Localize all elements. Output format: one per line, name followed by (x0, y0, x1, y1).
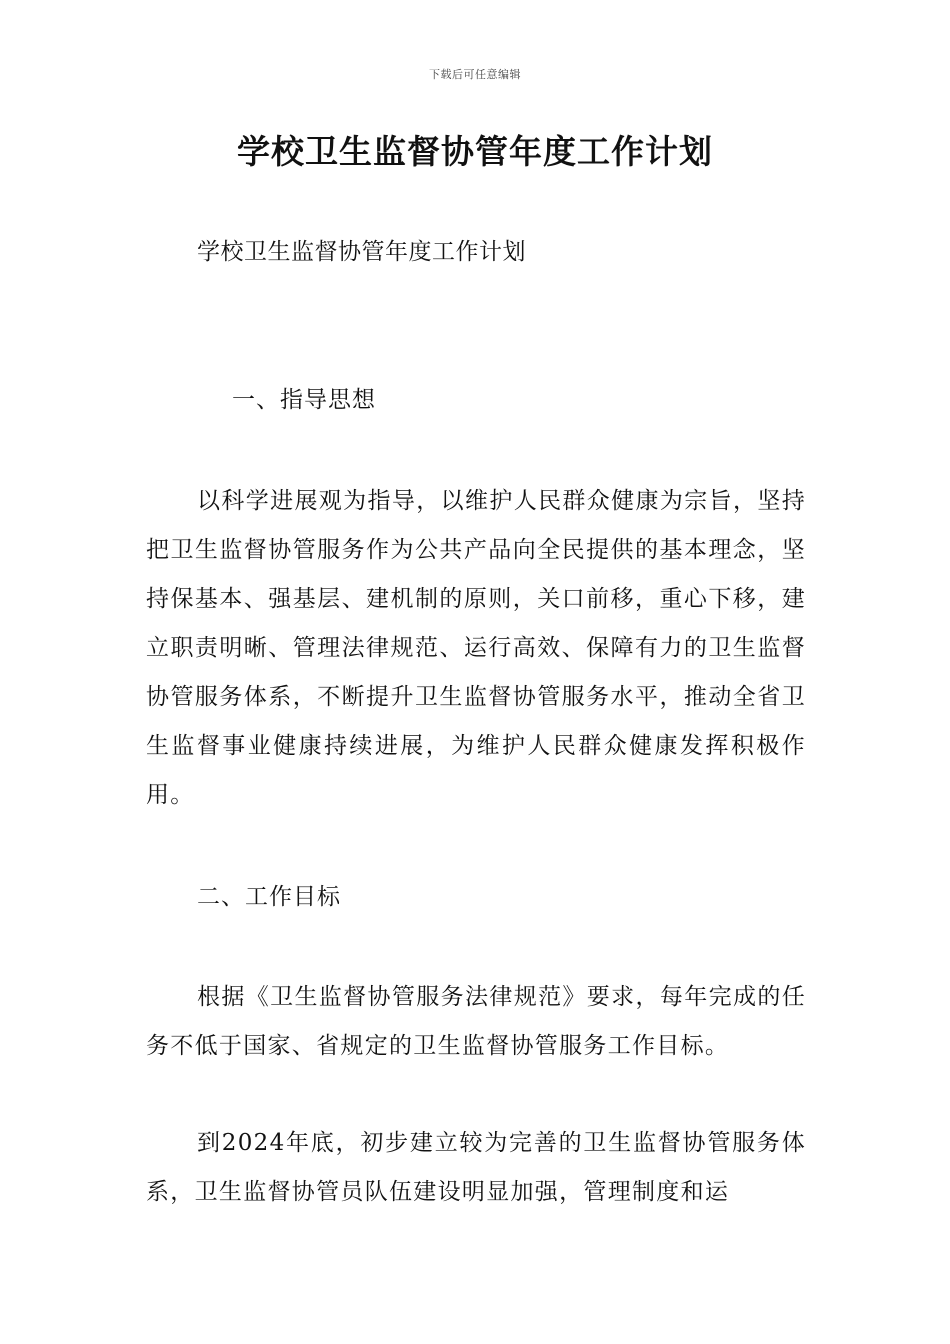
document-subtitle: 学校卫生监督协管年度工作计划 (197, 239, 526, 265)
paragraph-work-goals-requirement: 根据《卫生监督协管服务法律规范》要求，每年完成的任务不低于国家、省规定的卫生监督协管服务工作目标。 (146, 984, 806, 1059)
paragraph-work-goals-2024: 到2024年底，初步建立较为完善的卫生监督协管服务体系，卫生监督协管员队伍建设明显加强，管理制度和运 (146, 1130, 806, 1205)
paragraph-guiding-thought: 以科学进展观为指导，以维护人民群众健康为宗旨，坚持把卫生监督协管服务作为公共产品向全民提供的基本理念，坚持保基本、强基层、建机制的原则，关口前移，重心下移，建立职责明晰、管理法律规范、运行高效、保障有力的卫生监督协管服务体系，不断提升卫生监督协管服务水平，推动全省卫生监督事业健康持续进展，为维护人民群众健康发挥积极作用。 (146, 488, 806, 808)
header-note: 下载后可任意编辑 (429, 68, 521, 81)
document-title: 学校卫生监督协管年度工作计划 (237, 132, 713, 171)
section-heading-work-goals: 二、工作目标 (197, 884, 341, 910)
section-heading-guiding-thought: 一、指导思想 (232, 387, 376, 413)
